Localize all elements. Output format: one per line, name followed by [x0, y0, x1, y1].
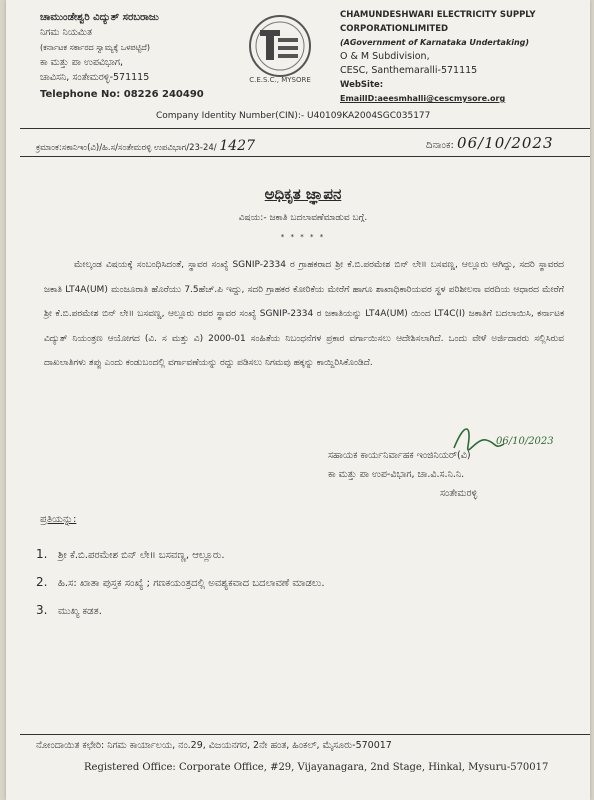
address-kannada: ಚಾವಿಸನಿ, ಸಂತೇಮರಳ್ಳಿ-571115: [40, 72, 150, 83]
org-name-kannada: ಚಾಮುಂಡೇಶ್ವರಿ ವಿದ್ಯುತ್ ಸರಬರಾಜು: [40, 12, 159, 23]
header-divider: [20, 128, 590, 129]
reference-divider: [20, 156, 590, 157]
signatory-office: ಕಾ ಮತ್ತು ಪಾ ಉಪ-ವಿಭಾಗ, ಚಾ.ವಿ.ಸ.ನಿ.ನಿ.: [328, 469, 465, 480]
footer-address-kannada: ನೋಂದಾಯಿತ ಕಛೇರಿ: ನಿಗಮ ಕಾರ್ಯಾಲಯ, ನಂ.29, ವಿಜಯನಗರ, 2ನೇ ಹಂತ, ಹಿಂಕಲ್, ಮೈಸೂರು-570017: [36, 740, 392, 751]
signature-date: 06/10/2023: [496, 436, 554, 447]
address-english: CESC, Santhemaralli-571115: [340, 65, 478, 76]
header-left-kannada: [40, 10, 250, 102]
letter-page: [6, 0, 590, 800]
footer-address-english: Registered Office: Corporate Office, #29, Vijayanagara, 2nd Stage, Hinkal, Mysuru-570017: [84, 762, 549, 773]
signatory-place: ಸಂತೇಮರಳ್ಳಿ: [440, 488, 478, 499]
logo-text: C.E.S.C., MYSORE: [249, 76, 311, 84]
company-cin: Company Identity Number(CIN):- U40109KA2004SGC035177: [156, 111, 431, 121]
separator-stars: * * * * *: [280, 233, 326, 241]
memo-title: ಅಧಿಕೃತ ಜ್ಞಾಪನ: [264, 185, 342, 203]
org-type-kannada: ನಿಗಮ ನಿಯಮಿತ: [40, 27, 93, 38]
govt-undertaking-kannada: (ಕರ್ನಾಟಕ ಸರ್ಕಾರದ ಸ್ವಾಮ್ಯಕ್ಕೆ ಒಳಪಟ್ಟಿದೆ): [40, 43, 150, 52]
signatory-designation: ಸಹಾಯಕ ಕಾರ್ಯನಿರ್ವಾಹಕ ಇಂಜಿನಿಯರ್(ವಿ): [328, 450, 471, 461]
reference-number: 1427: [219, 138, 255, 154]
date-line: [426, 134, 554, 152]
copy-to-heading: ಪ್ರತಿಯನ್ನು:: [40, 514, 77, 525]
signatory-block: [328, 446, 477, 503]
govt-undertaking-english: (AGovernment of Karnataka Undertaking): [340, 38, 530, 47]
telephone-number: Telephone No: 08226 240490: [40, 89, 204, 100]
website-label: WebSite:: [340, 80, 384, 90]
date-label: ದಿನಾಂಕ:: [426, 140, 454, 151]
footer-divider: [20, 734, 590, 735]
body-paragraph: ಮೇಲ್ಕಂಡ ವಿಷಯಕ್ಕೆ ಸಂಬಂಧಿಸಿದಂತೆ, ಸ್ಥಾವರ ಸಂಖ್ಯೆ SGNIP-2334 ರ ಗ್ರಾಹಕರಾದ ಶ್ರೀ ಕೆ.ಬಿ.ಪರಮೇಶ ಬಿನ್ ಲೇ॥ ಬಸವಣ್ಣ, ಆಲ್ಲೂರು ಆಗಿದ್ದು, ಸದರಿ ಸ್ಥಾವರದ ಜಕಾತಿ LT4A(UM) ಮಂಜೂರಾತಿ ಹೊರೆಯು 7.5ಹೆಚ್.ಪಿ ಇದ್ದು, ಸದರಿ ಗ್ರಾಹಕರ ಕೋರಿಕೆಯ ಮೇರೆಗೆ ಹಾಗೂ ಶಾಖಾಧಿಕಾರಿಯವರ ಸ್ಥಳ ಪರಿಶೀಲನಾ ವರದಿಯ ಆಧಾರದ ಮೇರೆಗೆ ಶ್ರೀ ಕೆ.ಬಿ.ಪರಮೇಶ ಬಿನ್ ಲೇ॥ ಬಸವಣ್ಣ, ಆಲ್ಲೂರು ರವರ ಸ್ಥಾವರ ಸಂಖ್ಯೆ SGNIP-2334 ರ ಜಕಾತಿಯನ್ನು LT4A(UM) ಯಿಂದ LT4C(I) ಜಕಾತಿಗೆ ಬದಲಾಯಿಸಿ, ಕರ್ನಾಟಕ ವಿದ್ಯುತ್ ನಿಯಂತ್ರಣ ಆಯೋಗದ (ವಿ. ಸ ಮತ್ತು ವಿ) 2000-01 ಸಂಹಿತೆಯ ನಿಬಂಧನೆಗಳ ಪ್ರಕಾರ ವರ್ಗಾಯಿಸಲು ಆದೇಶಿಸಲಾಗಿದೆ. ಒಂದು ವೇಳೆ ಅರ್ಜಿದಾರರು ಸಲ್ಲಿಸಿರುವ ದಾಖಲಾತಿಗಳು ತಪ್ಪು ಎಂದು ಕಂಡುಬಂದಲ್ಲಿ ವರ್ಗಾವಣೆಯನ್ನು ರದ್ದು ಪಡಿಸಲು ನಿಗಮವು ಹಕ್ಕನ್ನು ಕಾಯ್ದಿರಿಸಿಕೊಂಡಿದೆ.: [44, 260, 564, 369]
reference-prefix: ಕ್ರಮಾಂಕ:ಸಕಾನಿಇಂ(ವಿ)/ಹಿ.ಸ/ಸಂತೇಮರಳ್ಳಿ ಉಪವಿಭಾಗ/23-24/: [36, 143, 217, 153]
reference-line: [36, 138, 255, 154]
list-item: 3. ಮುಖ್ಯ ಕಡತ.: [36, 603, 102, 617]
header-right-english: [340, 8, 580, 106]
cesc-logo: [244, 12, 316, 84]
email-address[interactable]: EmailID:aeesmhalli@cescmysore.org: [340, 94, 506, 103]
copy-list: [36, 541, 325, 625]
org-type-english: CORPORATIONLIMITED: [340, 24, 449, 34]
list-item: 1. ಶ್ರೀ ಕೆ.ಬಿ.ಪರಮೇಶ ಬಿನ್ ಲೇ॥ ಬಸವಣ್ಣ, ಆಲ್ಲೂರು.: [36, 547, 225, 561]
org-name-english: CHAMUNDESHWARI ELECTRICITY SUPPLY: [340, 10, 536, 20]
memo-subject: ವಿಷಯ:- ಜಕಾತಿ ಬದಲಾವಣೆಮಾಡುವ ಬಗ್ಗೆ.: [238, 213, 368, 223]
subdivision-kannada: ಕಾ ಮತ್ತು ಪಾ ಉಪವಿಭಾಗ,: [40, 57, 124, 68]
subdivision-english: O & M Subdivision,: [340, 51, 430, 62]
date-value: 06/10/2023: [457, 134, 554, 152]
memo-body: [44, 253, 564, 376]
list-item: 2. ಹಿ.ಸ: ಖಾತಾ ಪುಸ್ತಕ ಸಂಖ್ಯೆ ; ಗಣಕಯಂತ್ರದಲ್ಲಿ ಅವಶ್ಯಕವಾದ ಬದಲಾವಣೆ ಮಾಡಲು.: [36, 575, 325, 589]
